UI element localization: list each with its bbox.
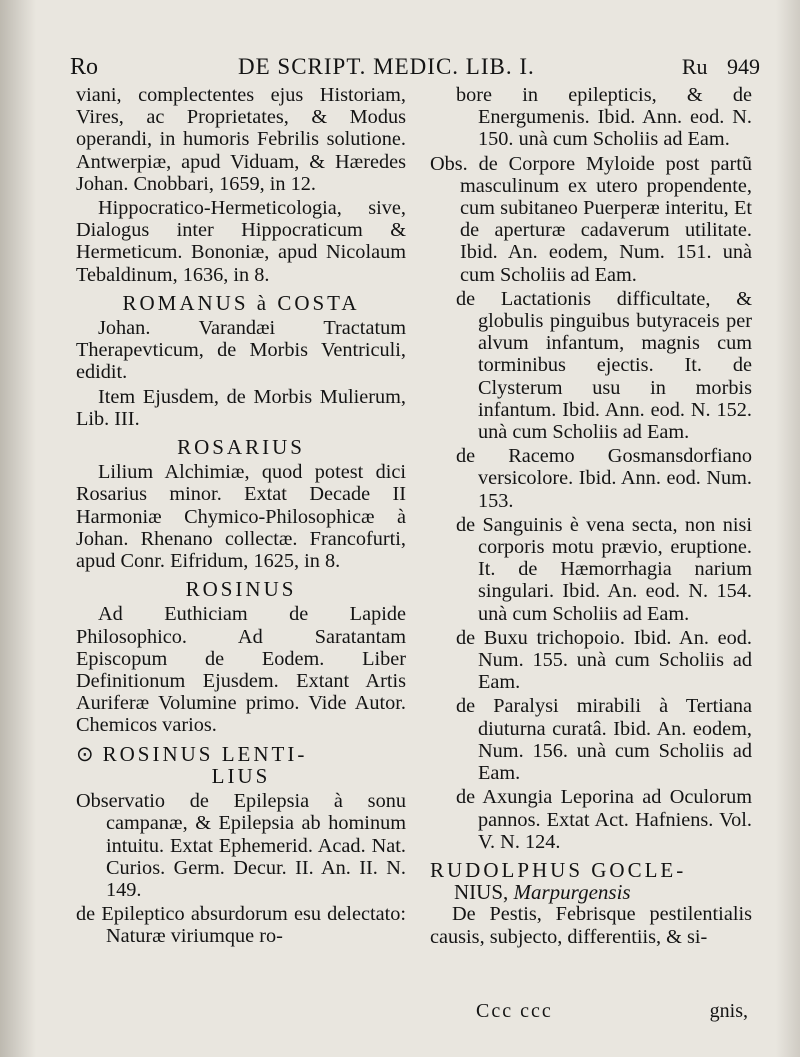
text-paragraph: de Racemo Gosmansdorfiano versicolore. Ibid. Ann. eod. Num. 153. <box>456 445 752 512</box>
author-heading: RUDOLPHUS GOCLE- <box>430 857 687 882</box>
text-paragraph: viani, complectentes ejus Historiam, Vires, ac Proprietates, & Modus operandi, in humoris Febrilis solutione. Antwerpiæ, apud Viduam, & Hæredes Johan. Cnobbari, 1659, in 12. <box>76 84 406 195</box>
text-paragraph: bore in epilepticis, & de Energumenis. Ibid. Ann. eod. N. 150. unà cum Scholiis ad Eam. <box>456 84 752 151</box>
running-title: DE SCRIPT. MEDIC. LIB. I. <box>238 54 535 79</box>
sun-symbol-icon: ⊙ <box>76 741 97 766</box>
header-right-mark: Ru <box>681 54 708 79</box>
text-paragraph: de Lactationis difficultate, & globulis pinguibus butyraceis per alvum infantum, magnis cum torminibus ejectis. It. de Clysterum usu in morbis infantum. Ibid. Ann. eod. N. 152. unà cum Scholiis ad Eam. <box>456 287 752 444</box>
author-heading: ROSINUS <box>185 577 297 602</box>
page-number: 949 <box>727 54 760 79</box>
author-heading-continuation: LIUS <box>211 763 271 788</box>
text-paragraph: De Pestis, Febrisque pestilentialis causis, subjecto, differentiis, & si- <box>430 903 752 948</box>
author-heading-continuation <box>430 881 752 903</box>
text-paragraph: Obs. de Corpore Myloide post partũ masculinum ex utero propendente, cum subitaneo Puerperæ interitu, Et de aperturæ cadaverum utilitate. Ibid. An. eodem, Num. 151. unà cum Scholiis ad Eam. <box>430 152 752 286</box>
text-paragraph: Observatio de Epilepsia à sonu campanæ, & Epilepsia ab hominum intuitu. Extat Ephemerid. Acad. Nat. Curios. Germ. Decur. II. An. II. N. 149. <box>76 790 406 901</box>
text-paragraph: Lilium Alchimiæ, quod potest dici Rosarius minor. Extat Decade II Harmoniæ Chymico-Philosophicæ à Johan. Rhenano collectæ. Francofurti, apud Conr. Eifridum, 1625, in 8. <box>76 461 406 573</box>
author-heading: ROMANUS à COSTA <box>122 290 360 315</box>
author-heading: ROSARIUS <box>177 435 305 460</box>
signature-mark: Ccc ccc <box>476 1000 553 1022</box>
text-paragraph: de Sanguinis è vena secta, non nisi corporis motu prævio, eruptione. It. de Hæmorrhagia narium singulari. Ibid. An. eod. N. 154. unà cum Scholiis ad Eam. <box>456 513 752 625</box>
header-right <box>668 54 760 80</box>
header-left-mark: Ro <box>70 54 99 80</box>
catchword: gnis, <box>709 1000 748 1022</box>
text-paragraph: de Axungia Leporina ad Oculorum pannos. Extat Act. Hafniens. Vol. V. N. 124. <box>456 786 752 853</box>
running-header <box>70 48 760 86</box>
author-heading-line: NIUS, <box>454 880 509 905</box>
text-paragraph: Ad Euthiciam de Lapide Philosophico. Ad Saratantam Episcopum de Eodem. Liber Definitionum Ejusdem. Extant Artis Auriferæ Volumine primo. Vide Autor. Chemicos varios. <box>76 603 406 737</box>
text-paragraph: Johan. Varandæi Tractatum Therapevticum, de Morbis Ventriculi, edidit. <box>76 317 406 384</box>
text-paragraph: de Paralysi mirabili à Tertiana diuturna curatâ. Ibid. An. eodem, Num. 156. unà cum Scholiis ad Eam. <box>456 695 752 785</box>
text-paragraph: Hippocratico-Hermeticologia, sive, Dialogus inter Hippocraticum & Hermeticum. Bononiæ, apud Nicolaum Tebaldinum, 1636, in 8. <box>76 197 406 286</box>
text-paragraph: de Epileptico absurdorum esu delectato: Naturæ viriumque ro- <box>76 903 406 948</box>
left-column <box>76 84 406 948</box>
text-paragraph: Item Ejusdem, de Morbis Mulierum, Lib. III. <box>76 385 406 430</box>
author-origin: Marpurgensis <box>513 880 631 905</box>
right-column <box>430 84 752 948</box>
author-heading <box>76 743 406 765</box>
text-paragraph: de Buxu trichopoio. Ibid. An. eod. Num. 155. unà cum Scholiis ad Eam. <box>456 626 752 694</box>
author-heading-line: ROSINUS LENTI- <box>102 741 308 766</box>
